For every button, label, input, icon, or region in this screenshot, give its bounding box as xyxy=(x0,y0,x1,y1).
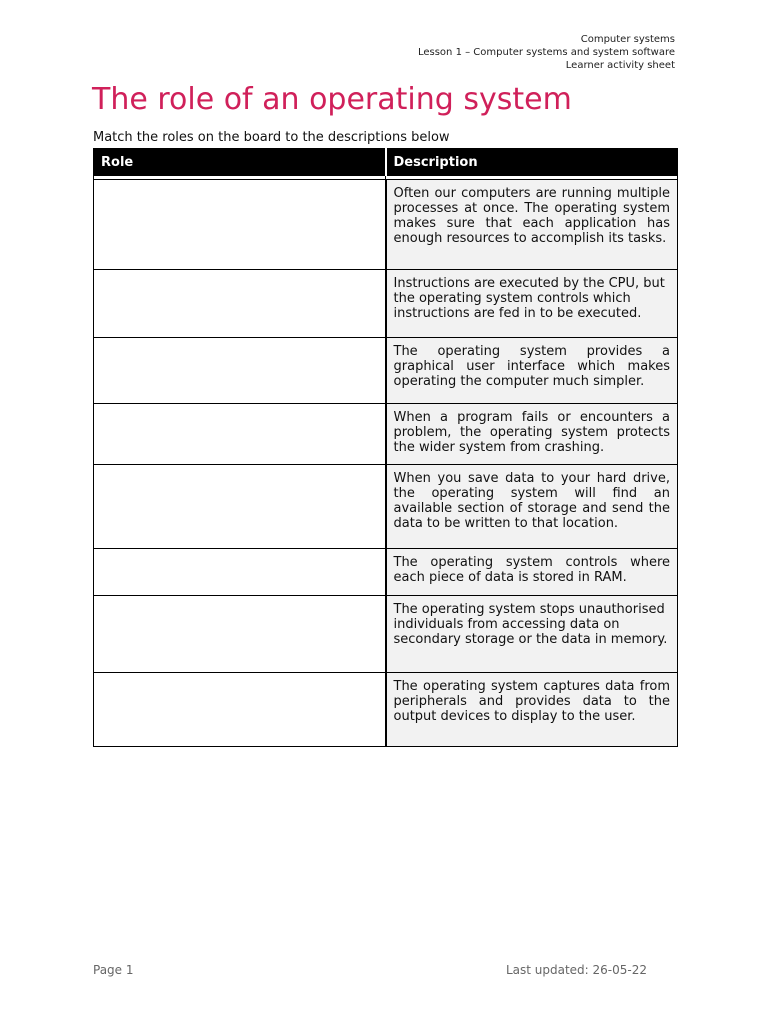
role-cell[interactable] xyxy=(94,465,386,549)
table-row xyxy=(94,465,678,549)
roles-table xyxy=(93,148,678,747)
role-cell[interactable] xyxy=(94,673,386,747)
description-cell: Instructions are executed by the CPU, but the operating system controls which instructions are fed in to be executed. xyxy=(386,270,678,338)
header-role: Role xyxy=(94,149,386,176)
footer-last-updated: Last updated: 26-05-22 xyxy=(505,963,647,977)
table-row xyxy=(94,673,678,747)
role-cell[interactable] xyxy=(94,549,386,596)
description-cell: The operating system provides a graphical user interface which makes operating the computer much simpler. xyxy=(386,338,678,404)
table-row xyxy=(94,338,678,404)
table-row xyxy=(94,549,678,596)
header-lesson: Lesson 1 – Computer systems and system software xyxy=(417,47,675,58)
description-cell: The operating system captures data from peripherals and provides data to the output devices to display to the user. xyxy=(386,673,678,747)
table-row xyxy=(94,270,678,338)
role-cell[interactable] xyxy=(94,270,386,338)
role-cell[interactable] xyxy=(94,180,386,270)
description-cell: The operating system controls where each piece of data is stored in RAM. xyxy=(386,549,678,596)
table-row xyxy=(94,596,678,673)
footer-page-number: Page 1 xyxy=(93,963,134,977)
header-course: Computer systems xyxy=(580,34,675,45)
description-cell: When a program fails or encounters a problem, the operating system protects the wider system from crashing. xyxy=(386,404,678,465)
role-cell[interactable] xyxy=(94,338,386,404)
header-description: Description xyxy=(386,149,678,176)
header-sheet: Learner activity sheet xyxy=(565,60,675,71)
table-row xyxy=(94,180,678,270)
role-cell[interactable] xyxy=(94,596,386,673)
document-header xyxy=(418,33,675,72)
table-row xyxy=(94,404,678,465)
table-header-row xyxy=(94,149,678,176)
instructions-text: Match the roles on the board to the descriptions below xyxy=(93,130,450,145)
description-cell: The operating system stops unauthorised individuals from accessing data on secondary storage or the data in memory. xyxy=(386,596,678,673)
description-cell: When you save data to your hard drive, the operating system will find an available section of storage and send the data to be written to that location. xyxy=(386,465,678,549)
role-cell[interactable] xyxy=(94,404,386,465)
page-title: The role of an operating system xyxy=(92,82,572,117)
description-cell: Often our computers are running multiple processes at once. The operating system makes sure that each application has enough resources to accomplish its tasks. xyxy=(386,180,678,270)
